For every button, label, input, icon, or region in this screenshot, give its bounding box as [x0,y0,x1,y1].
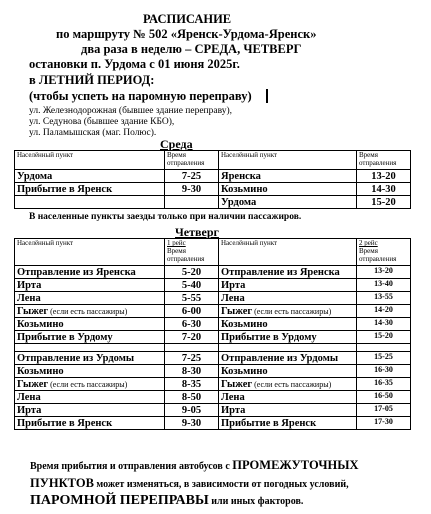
wednesday-title: Среда [160,137,193,151]
footer-emphasis: ПРОМЕЖУТОЧНЫХ [232,458,359,472]
col-header: Населённый пункт [15,151,165,170]
stop-cell: Гыжег (если есть пассажиры) [15,305,165,318]
footer-emphasis: ПАРОМНОЙ ПЕРЕПРАВЫ [30,493,209,508]
spacer-row [15,344,411,352]
time-cell: 13-55 [357,292,411,305]
time-cell: 17-30 [357,417,411,430]
table-row [15,196,411,209]
stop-cell: Прибытие в Яренск [15,183,165,196]
col-header [357,239,411,266]
stop-cell: Ирта [219,404,357,417]
time-cell: 5-55 [165,292,219,305]
stop-cell: Прибытие в Урдому [219,331,357,344]
time-cell: 5-20 [165,266,219,279]
time-cell: 8-35 [165,378,219,391]
time-cell: 8-30 [165,365,219,378]
time-cell: 8-50 [165,391,219,404]
time-cell: 14-20 [357,305,411,318]
stop-cell: Отправление из Яренска [15,266,165,279]
footer-text: Время прибытия и отправления автобусов с [30,461,233,472]
stop-cell: Ирта [15,404,165,417]
time-cell: 15-25 [357,352,411,365]
trip-1-label: 1 рейс [167,239,186,247]
stop-1: ул. Железнодорожная (бывшее здание переправу), [29,106,233,116]
stop-cell: Гыжег (если есть пассажиры) [219,378,357,391]
footer-text: может изменяться, в зависимости от погодных условий, [93,479,349,490]
col-header: Населённый пункт [219,239,357,266]
stop-cell: Козьмино [15,318,165,331]
time-cell: 14-30 [357,318,411,331]
stop-cell: Козьмино [15,365,165,378]
table-row [15,365,411,378]
footer-emphasis: ПУНКТОВ [30,476,94,490]
thursday-table [14,238,411,430]
table-row [15,170,411,183]
title-line-1: РАСПИСАНИЕ [143,12,232,26]
stop-cell: Лена [219,292,357,305]
trip-2-label: 2 рейс [359,239,378,247]
time-cell: 9-30 [165,417,219,430]
table-row [15,305,411,318]
table-row [15,378,411,391]
time-cell: 13-20 [357,170,411,183]
departure-label: Время отправления [167,247,205,263]
time-cell: 17-05 [357,404,411,417]
col-header: Населённый пункт [15,239,165,266]
stop-3: ул. Паламышская (маг. Полюс). [29,128,157,138]
stop-cell: Урдома [15,170,165,183]
col-header: Время отправления [357,151,411,170]
time-cell: 7-20 [165,331,219,344]
time-cell [165,196,219,209]
stop-cell: Гыжег (если есть пассажиры) [219,305,357,318]
time-cell: 15-20 [357,331,411,344]
title-line-6: (чтобы успеть на паромную переправу) [29,89,252,103]
time-cell: 16-35 [357,378,411,391]
stop-cell: Козьмино [219,183,357,196]
stop-cell: Козьмино [219,365,357,378]
time-cell: 9-05 [165,404,219,417]
title-line-4: остановки п. Урдома с 01 июня 2025г. [29,57,240,71]
passenger-note: (если есть пассажиры) [252,379,332,389]
footer-note [30,457,359,510]
thursday-title: Четверг [175,225,219,239]
table-row [15,391,411,404]
stop-cell: Козьмино [219,318,357,331]
table-row [15,266,411,279]
time-cell: 14-30 [357,183,411,196]
table-row [15,292,411,305]
table-row [15,183,411,196]
time-cell: 16-30 [357,365,411,378]
table-row [15,279,411,292]
stop-cell: Лена [15,391,165,404]
time-cell: 6-30 [165,318,219,331]
footer-text: или иных факторов. [208,496,304,507]
col-header: Время отправления [165,151,219,170]
passenger-note: (если есть пассажиры) [48,379,128,389]
time-cell: 5-40 [165,279,219,292]
time-cell: 13-40 [357,279,411,292]
passenger-note: (если есть пассажиры) [48,306,128,316]
stop-cell: Ирта [219,279,357,292]
time-cell: 7-25 [165,352,219,365]
table-row [15,331,411,344]
time-cell: 16-50 [357,391,411,404]
time-cell: 15-20 [357,196,411,209]
time-cell: 7-25 [165,170,219,183]
col-header [165,239,219,266]
time-cell: 6-00 [165,305,219,318]
stop-2: ул. Седунова (бывшее здание КБО), [29,117,175,127]
title-line-3: два раза в неделю – СРЕДА, ЧЕТВЕРГ [81,42,302,56]
passenger-note: (если есть пассажиры) [252,306,332,316]
wednesday-note: В населенные пункты заезды только при наличии пассажиров. [29,212,302,222]
thursday-header-row [15,239,411,266]
title-line-2: по маршруту № 502 «Яренск-Урдома-Яренск» [56,27,317,41]
title-line-5: в ЛЕТНИЙ ПЕРИОД: [29,73,155,87]
wednesday-header-row [15,151,411,170]
col-header: Населённый пункт [219,151,357,170]
stop-cell: Лена [15,292,165,305]
stop-cell: Урдома [219,196,357,209]
stop-cell: Гыжег (если есть пассажиры) [15,378,165,391]
table-row [15,417,411,430]
table-row [15,404,411,417]
stop-cell: Прибытие в Яренск [219,417,357,430]
text-cursor [266,89,268,103]
stop-cell [15,196,165,209]
wednesday-table [14,150,411,209]
stop-cell: Яренска [219,170,357,183]
departure-label: Время отправления [359,247,397,263]
table-row [15,352,411,365]
stop-cell: Лена [219,391,357,404]
stop-cell: Прибытие в Урдому [15,331,165,344]
table-row [15,318,411,331]
stop-cell: Ирта [15,279,165,292]
stop-cell: Отправление из Урдомы [219,352,357,365]
time-cell: 13-20 [357,266,411,279]
stop-cell: Отправление из Урдомы [15,352,165,365]
stop-cell: Прибытие в Яренск [15,417,165,430]
stop-cell: Отправление из Яренска [219,266,357,279]
time-cell: 9-30 [165,183,219,196]
